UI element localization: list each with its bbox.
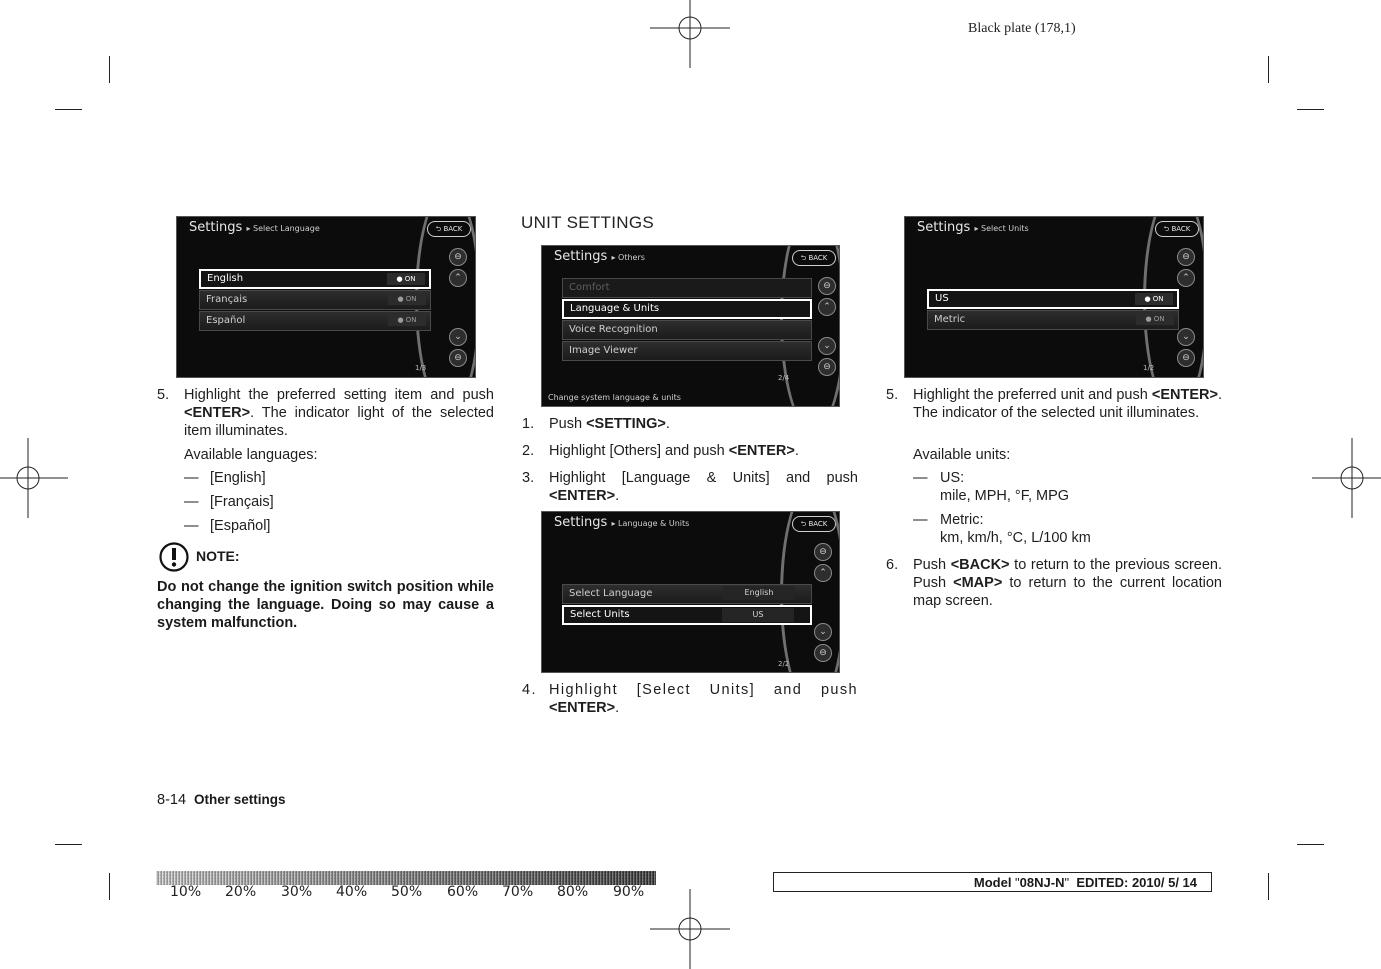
available-units-label: Available units: [913, 447, 1011, 463]
back-button[interactable]: ⮌ BACK [792, 250, 836, 266]
item-value: English [723, 586, 795, 600]
scroll-down-icon[interactable]: ⌄ [1177, 328, 1195, 346]
page-number: 8-14 [157, 792, 187, 808]
screen-title: Settings ▸ Language & Units [554, 515, 690, 530]
list-item: Comfort [562, 278, 812, 298]
item-value: US [722, 608, 794, 622]
indicator-light: ● ON [388, 293, 426, 305]
list-item[interactable]: Voice Recognition [562, 320, 812, 340]
scroll-top-icon[interactable]: ⊖ [814, 543, 832, 561]
step-list-col1 [157, 386, 494, 440]
back-button[interactable]: ⮌ BACK [1155, 221, 1199, 237]
step-6: 6. Push <BACK> to return to the previous screen. Push <MAP> to return to the current location map screen. [886, 557, 1222, 609]
scale-label: 60% [447, 884, 479, 900]
scroll-up-icon[interactable]: ⌃ [449, 269, 467, 287]
list-item[interactable]: English ● ON [199, 269, 431, 289]
step-list-col2 [522, 415, 858, 505]
step-list-col2b [522, 681, 858, 717]
list-item[interactable]: Français ● ON [199, 290, 431, 310]
step-2: 2. Highlight [Others] and push <ENTER>. [522, 443, 799, 459]
language-units-list [562, 584, 812, 626]
plate-label: Black plate (178,1) [968, 21, 1076, 36]
scroll-up-icon[interactable]: ⌃ [814, 564, 832, 582]
model-edited-box: Model "08NJ-N" EDITED: 2010/ 5/ 14 [773, 872, 1212, 892]
status-text: Change system language & units [548, 393, 681, 402]
section-title: UNIT SETTINGS [521, 213, 654, 232]
step-1: 1. Push <SETTING>. [522, 416, 670, 432]
unit-option-us: — US: mile, MPH, °F, MPG [913, 470, 1070, 504]
step-5: 5. Highlight the preferred setting item and push <ENTER>. The indicator light of the selected item illuminates. [157, 387, 494, 439]
list-item[interactable]: Select Units US [562, 605, 812, 625]
scroll-buttons [449, 248, 467, 370]
tone-scale-bar [156, 871, 656, 885]
list-item[interactable]: Español ● ON [199, 311, 431, 331]
note-body: Do not change the ignition switch position while changing the language. Doing so may cause a system malfunction. [157, 579, 494, 631]
crop-mark [55, 109, 82, 110]
unit-option-metric: — Metric: km, km/h, °C, L/100 km [913, 512, 1091, 546]
screen-title: Settings ▸ Select Language [189, 220, 320, 235]
list-item[interactable]: US ● ON [927, 289, 1179, 309]
scale-label: 20% [225, 884, 257, 900]
language-options: — [English] — [Français] — [Español] [184, 470, 274, 534]
page-indicator: 2/4 [778, 374, 790, 382]
registration-mark-bottom [650, 889, 730, 969]
scroll-buttons [818, 277, 836, 379]
section-name: Other settings [194, 792, 286, 807]
step-list-col3b [886, 556, 1222, 610]
list-item[interactable]: Select Language English [562, 584, 812, 604]
indicator-light: ● ON [1136, 313, 1174, 325]
screen-title: Settings ▸ Others [554, 249, 645, 264]
available-languages-label: Available languages: [184, 447, 318, 463]
list-item[interactable]: Image Viewer [562, 341, 812, 361]
list-item[interactable]: Metric ● ON [927, 310, 1179, 330]
step-4: 4. Highlight [Select Units] and push <ENTER>. [522, 682, 858, 716]
screen-others [541, 245, 840, 407]
indicator-light: ● ON [388, 314, 426, 326]
scroll-bottom-icon[interactable]: ⊖ [814, 644, 832, 662]
page-indicator: 1/2 [1143, 364, 1155, 372]
step-3: 3. Highlight [Language & Units] and push <ENTER>. [522, 470, 858, 504]
step-list-col3 [886, 386, 1222, 422]
scroll-down-icon[interactable]: ⌄ [814, 623, 832, 641]
screen-select-units [904, 216, 1204, 378]
registration-mark-top [650, 0, 730, 68]
scroll-bottom-icon[interactable]: ⊖ [1177, 349, 1195, 367]
back-button[interactable]: ⮌ BACK [792, 516, 836, 532]
crop-mark [109, 56, 110, 83]
screen-select-language [176, 216, 476, 378]
scale-label: 70% [502, 884, 534, 900]
crop-mark [1268, 56, 1269, 83]
units-list [927, 289, 1179, 331]
scroll-top-icon[interactable]: ⊖ [818, 277, 836, 295]
registration-mark-left [0, 438, 68, 518]
scale-label: 30% [281, 884, 313, 900]
crop-mark [109, 873, 110, 900]
crop-mark [55, 844, 82, 845]
scroll-buttons [814, 543, 832, 665]
crop-mark [1268, 873, 1269, 900]
scroll-bottom-icon[interactable]: ⊖ [449, 349, 467, 367]
scale-label: 80% [557, 884, 589, 900]
page-indicator: 1/3 [415, 364, 427, 372]
scroll-up-icon[interactable]: ⌃ [1177, 269, 1195, 287]
screen-language-units [541, 511, 840, 673]
scale-label: 50% [391, 884, 423, 900]
scroll-top-icon[interactable]: ⊖ [449, 248, 467, 266]
crop-mark [1297, 844, 1324, 845]
model-name: 08NJ-N [1019, 875, 1065, 890]
caution-icon [157, 542, 191, 572]
others-list [562, 278, 812, 362]
step-5: 5. Highlight the preferred unit and push <ENTER>. The indicator of the selected unit illuminates. [886, 387, 1222, 421]
scroll-down-icon[interactable]: ⌄ [818, 337, 836, 355]
scale-label: 90% [613, 884, 645, 900]
scroll-top-icon[interactable]: ⊖ [1177, 248, 1195, 266]
scroll-buttons [1177, 248, 1195, 370]
scroll-up-icon[interactable]: ⌃ [818, 298, 836, 316]
scale-label: 10% [170, 884, 202, 900]
page-indicator: 2/2 [778, 660, 790, 668]
page-footer [157, 792, 286, 808]
language-list [199, 269, 431, 332]
scale-label: 40% [336, 884, 368, 900]
back-button[interactable]: ⮌ BACK [427, 221, 471, 237]
registration-mark-right [1312, 438, 1381, 518]
indicator-light: ● ON [387, 273, 425, 285]
screen-title: Settings ▸ Select Units [917, 220, 1029, 235]
indicator-light: ● ON [1135, 293, 1173, 305]
crop-mark [1297, 109, 1324, 110]
scroll-down-icon[interactable]: ⌄ [449, 328, 467, 346]
list-item[interactable]: Language & Units [562, 299, 812, 319]
scroll-bottom-icon[interactable]: ⊖ [818, 358, 836, 376]
note-title: NOTE: [196, 548, 240, 564]
